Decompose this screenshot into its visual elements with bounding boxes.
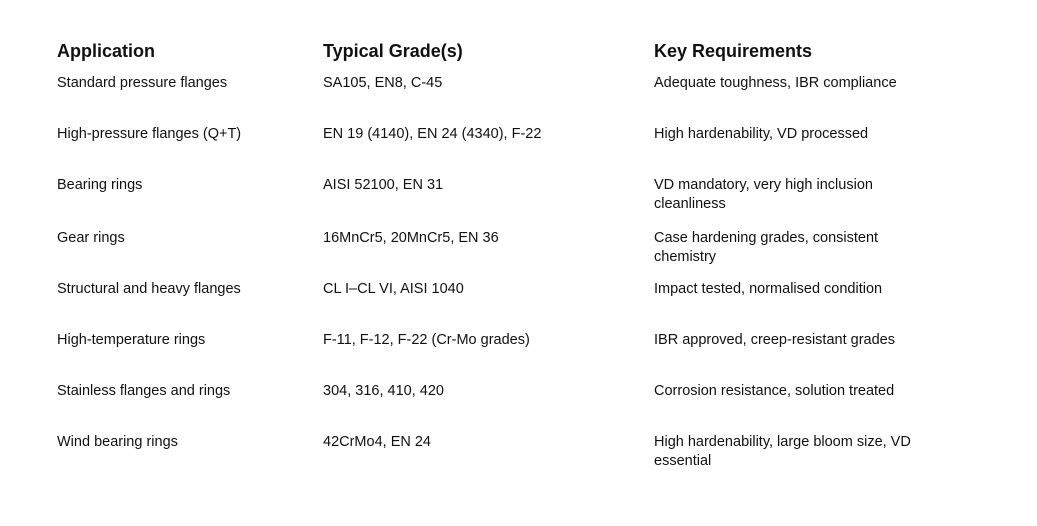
grades-table	[57, 38, 937, 473]
application-cell: Structural and heavy flanges	[57, 281, 241, 297]
grade-cell: 42CrMo4, EN 24	[323, 434, 431, 450]
header-key-requirements: Key Requirements	[654, 41, 813, 61]
header-application: Application	[57, 41, 155, 61]
application-cell: Standard pressure flanges	[57, 75, 228, 91]
grade-cell: F-11, F-12, F-22 (Cr-Mo grades)	[323, 332, 530, 348]
requirement-cell: High hardenability, large bloom size, VD essential	[654, 434, 911, 469]
grades-table-container	[57, 38, 1017, 473]
grade-cell: SA105, EN8, C-45	[323, 75, 443, 91]
table-row	[57, 74, 937, 125]
grade-cell: EN 19 (4140), EN 24 (4340), F-22	[323, 126, 542, 142]
application-cell: High-temperature rings	[57, 332, 206, 348]
grade-cell: CL I–CL VI, AISI 1040	[323, 281, 464, 297]
application-cell: Gear rings	[57, 230, 125, 246]
table-row	[57, 433, 937, 473]
table-row	[57, 331, 937, 382]
application-cell: Wind bearing rings	[57, 434, 178, 450]
application-cell: Stainless flanges and rings	[57, 383, 231, 399]
requirement-cell: Adequate toughness, IBR compliance	[654, 75, 897, 91]
requirement-cell: Impact tested, normalised condition	[654, 281, 883, 297]
application-cell: High-pressure flanges (Q+T)	[57, 126, 242, 142]
table-row	[57, 125, 937, 176]
table-row	[57, 382, 937, 433]
table-header-row	[57, 38, 937, 74]
requirement-cell: VD mandatory, very high inclusion cleanliness	[654, 177, 873, 212]
requirement-cell: IBR approved, creep-resistant grades	[654, 332, 895, 348]
grade-cell: AISI 52100, EN 31	[323, 177, 444, 193]
header-typical-grades: Typical Grade(s)	[323, 41, 463, 61]
grade-cell: 304, 316, 410, 420	[323, 383, 444, 399]
requirement-cell: Corrosion resistance, solution treated	[654, 383, 895, 399]
requirement-cell: Case hardening grades, consistent chemistry	[654, 230, 879, 265]
table-row	[57, 280, 937, 331]
requirement-cell: High hardenability, VD processed	[654, 126, 869, 142]
application-cell: Bearing rings	[57, 177, 143, 193]
table-row	[57, 176, 937, 229]
table-row	[57, 229, 937, 280]
grade-cell: 16MnCr5, 20MnCr5, EN 36	[323, 230, 499, 246]
